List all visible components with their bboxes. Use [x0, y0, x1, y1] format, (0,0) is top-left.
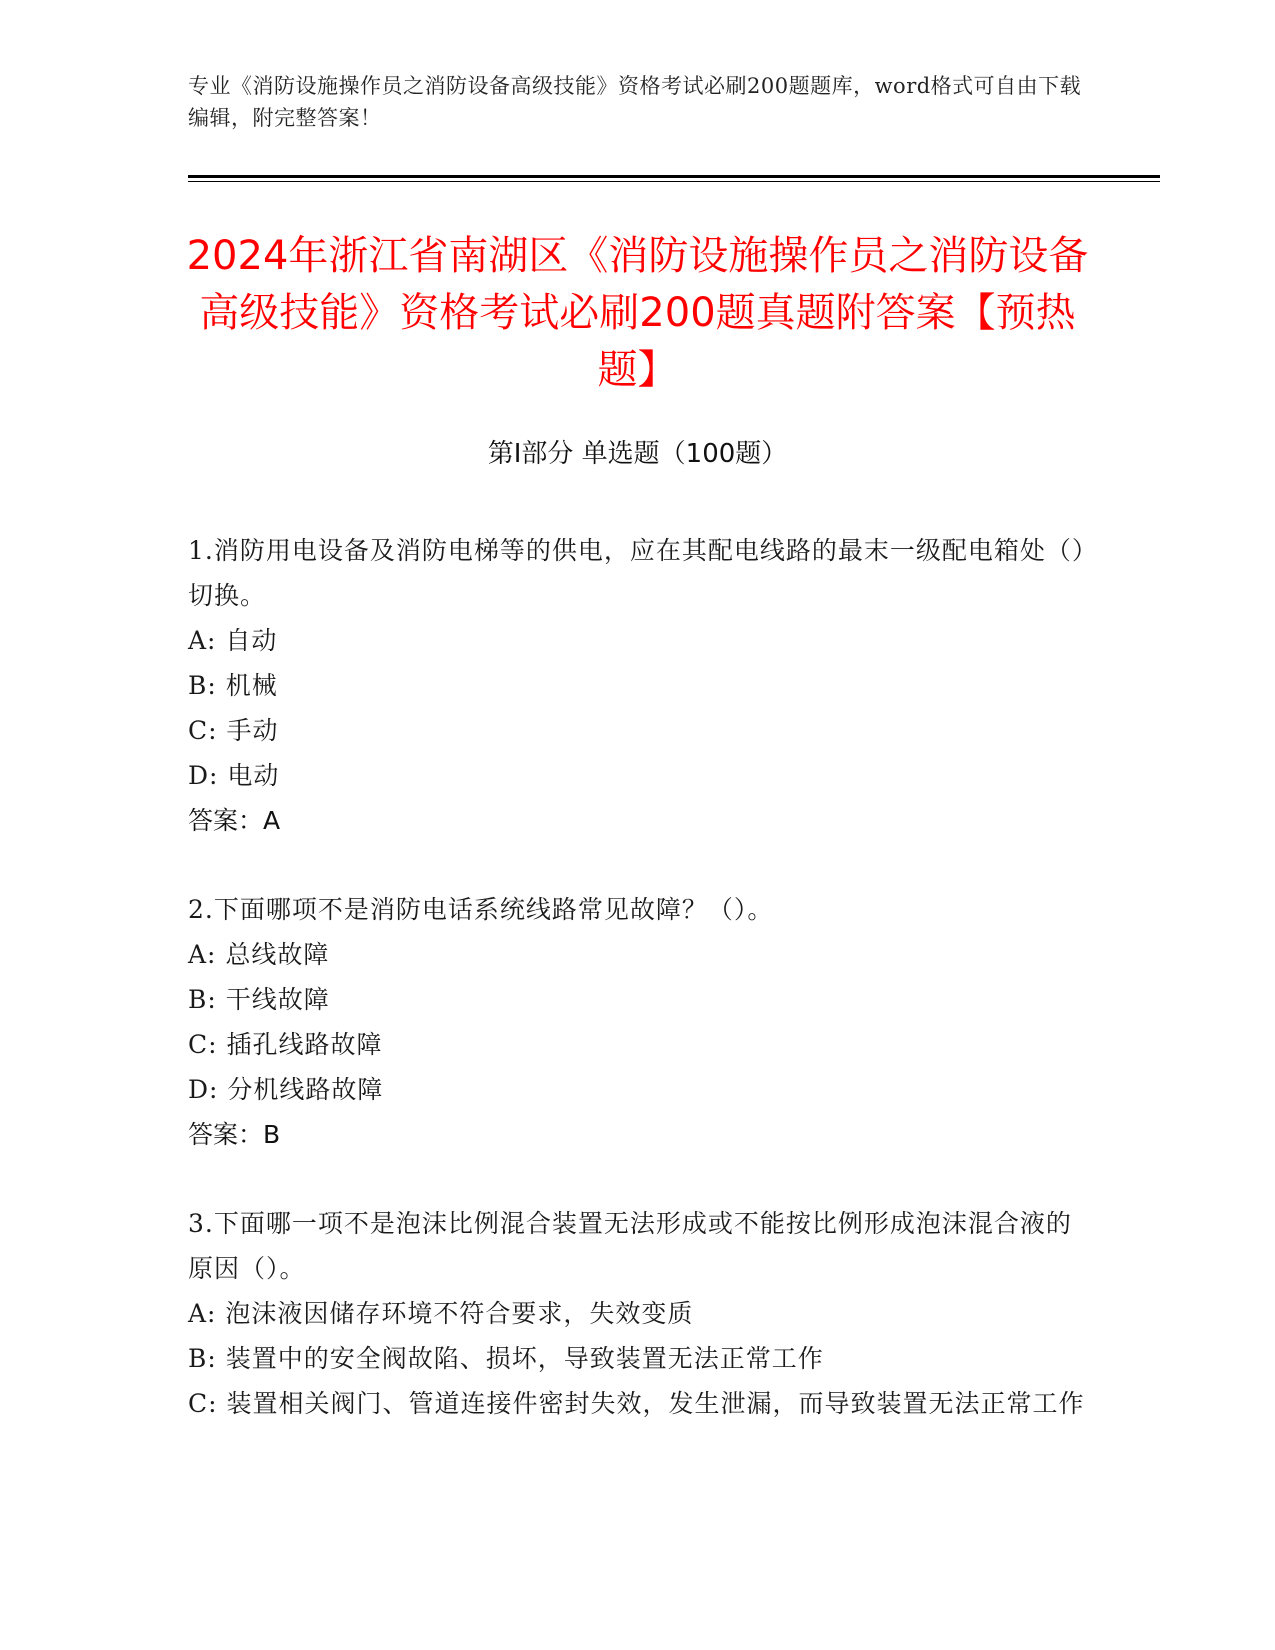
question-text: 1.消防用电设备及消防电梯等的供电，应在其配电线路的最末一级配电箱处（）切换。: [188, 536, 1086, 610]
answer-line: 答案：A: [188, 806, 281, 835]
option-a: A: 泡沫液因储存环境不符合要求，失效变质: [188, 1299, 694, 1328]
question-text: 3.下面哪一项不是泡沫比例混合装置无法形成或不能按比例形成泡沫混合液的原因（）。: [188, 1209, 1072, 1283]
option-c: C: 手动: [188, 716, 279, 745]
option-b: B: 装置中的安全阀故陷、损坏，导致装置无法正常工作: [188, 1344, 824, 1373]
question-text: 2.下面哪项不是消防电话系统线路常见故障？（）。: [188, 895, 774, 924]
option-c: C: 装置相关阀门、管道连接件密封失效，发生泄漏，而导致装置无法正常工作: [188, 1389, 1085, 1418]
option-a: A: 总线故障: [188, 940, 330, 969]
section-heading: 第I部分 单选题（100题）: [487, 439, 788, 469]
question-2: [188, 887, 1088, 1157]
option-b: B: 机械: [188, 671, 278, 700]
option-c: C: 插孔线路故障: [188, 1030, 383, 1059]
option-b: B: 干线故障: [188, 985, 330, 1014]
header-note: 专业《消防设施操作员之消防设备高级技能》资格考试必刷200题题库，word格式可自由下载编辑，附完整答案！: [188, 74, 1082, 130]
option-d: D: 电动: [188, 761, 280, 790]
answer-line: 答案：B: [188, 1120, 281, 1149]
option-d: D: 分机线路故障: [188, 1075, 384, 1104]
header-divider-thick: [188, 175, 1160, 178]
question-1: [188, 528, 1088, 843]
document-title: 2024年浙江省南湖区《消防设施操作员之消防设备高级技能》资格考试必刷200题真题附答案【预热题】: [186, 233, 1089, 393]
option-a: A: 自动: [188, 626, 278, 655]
question-3: [188, 1201, 1088, 1426]
header-divider-thin: [188, 181, 1160, 182]
question-list: [188, 528, 1088, 1470]
